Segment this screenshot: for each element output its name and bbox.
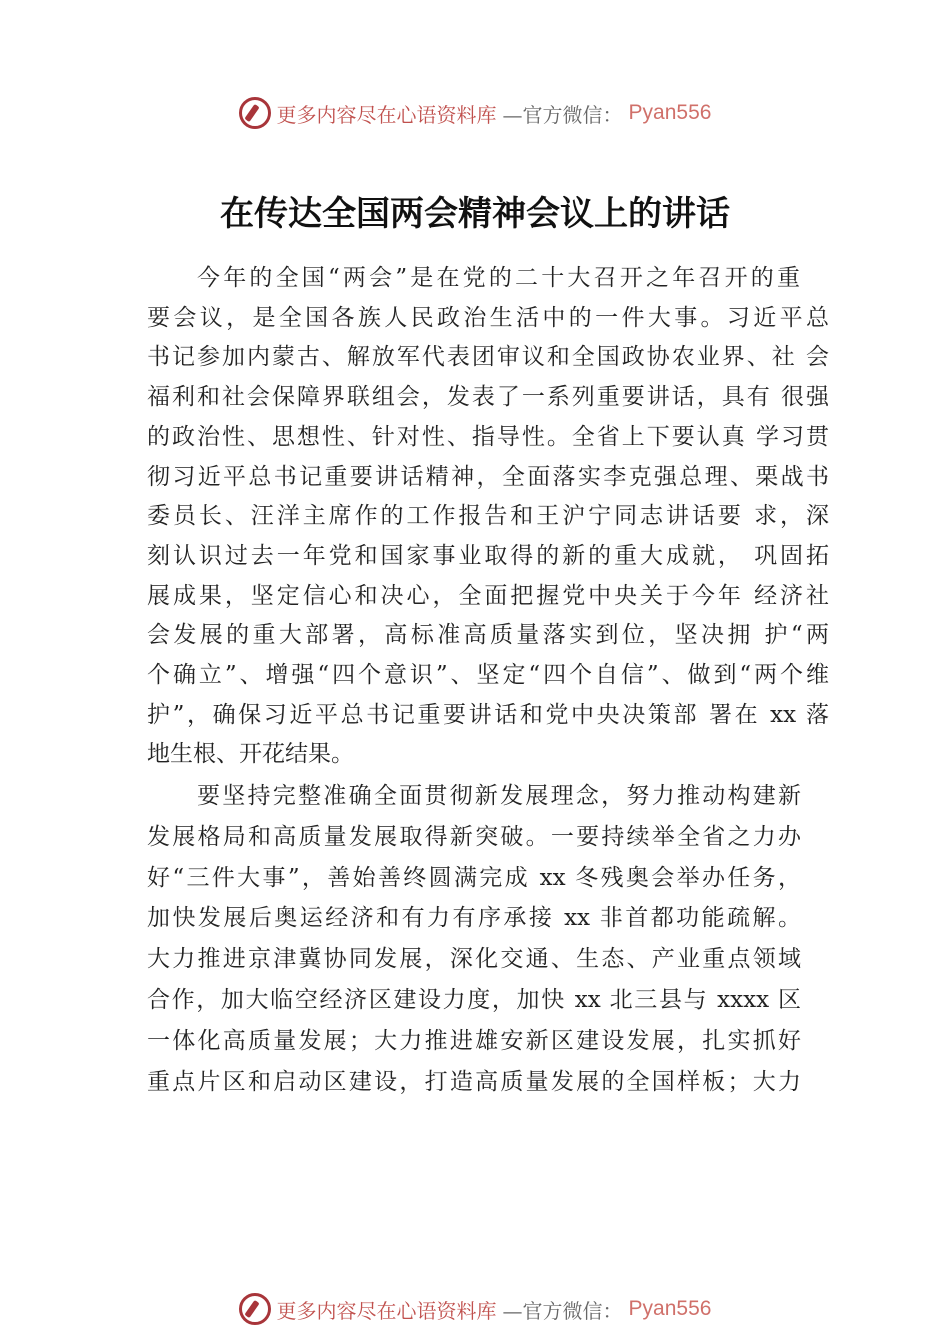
text-line: 大力推进京津冀协同发展，深化交通、生态、产业重点领域 — [147, 946, 801, 973]
text-line: 的政治性、思想性、针对性、指导性。全省上下要认真 学习贯 — [147, 423, 829, 450]
text-line: 要坚持完整准确全面贯彻新发展理念，努力推动构建新 — [197, 783, 801, 809]
text-line: 个确立”、增强“四个意识”、坚定“四个自信”、做到“两个维 — [147, 662, 829, 688]
footer-watermark — [0, 1289, 950, 1329]
text-line: 加快发展后奥运经济和有力有序承接 xx 非首都功能疏解。 — [147, 905, 801, 932]
text-line: 彻习近平总书记重要讲话精神，全面落实李克强总理、栗战书 — [147, 463, 829, 490]
watermark-id: Pyan556 — [628, 101, 712, 124]
text-line: 委员长、汪洋主席作的工作报告和王沪宁同志讲话要 求，深 — [147, 503, 829, 530]
watermark-label: —官方微信： — [502, 102, 623, 127]
watermark-text: 更多内容尽在心语资料库 — [276, 102, 497, 127]
text-line: 合作，加大临空经济区建设力度，加快 xx 北三县与 xxxx 区 — [147, 987, 801, 1013]
text-line: 书记参加内蒙古、解放军代表团审议和全国政协农业界、社 会 — [147, 344, 829, 371]
pen-logo-icon — [239, 97, 271, 129]
text-line: 展成果，坚定信心和决心，全面把握党中央关于今年 经济社 — [147, 582, 829, 609]
text-line: 福利和社会保障界联组会，发表了一系列重要讲话，具有 很强 — [147, 384, 829, 411]
text-line: 重点片区和启动区建设，打造高质量发展的全国样板；大力 — [147, 1068, 801, 1095]
text-line: 会发展的重大部署，高标准高质量落实到位，坚决拥 护“两 — [147, 622, 829, 649]
text-line: 要会议，是全国各族人民政治生活中的一件大事。习近平总 — [147, 304, 829, 331]
text-line: 今年的全国“两会”是在党的二十大召开之年召开的重 — [197, 265, 800, 291]
pen-logo-icon — [239, 1293, 271, 1325]
text-line: 好“三件大事”，善始善终圆满完成 xx 冬残奥会举办任务， — [147, 864, 801, 891]
document-title: 在传达全国两会精神会议上的讲话 — [220, 194, 730, 234]
watermark-id: Pyan556 — [628, 1297, 712, 1320]
text-line: 刻认识过去一年党和国家事业取得的新的重大成就， 巩固拓 — [147, 542, 829, 569]
header-watermark — [0, 93, 950, 133]
text-line: 地生根、开花结果。 — [147, 741, 354, 768]
text-line: 一体化高质量发展；大力推进雄安新区建设发展，扎实抓好 — [147, 1027, 801, 1054]
watermark-label: —官方微信： — [502, 1298, 623, 1323]
text-line: 发展格局和高质量发展取得新突破。一要持续举全省之力办 — [147, 823, 801, 850]
watermark-text: 更多内容尽在心语资料库 — [276, 1298, 497, 1323]
text-line: 护”，确保习近平总书记重要讲话和党中央决策部 署在 xx 落 — [147, 701, 829, 728]
